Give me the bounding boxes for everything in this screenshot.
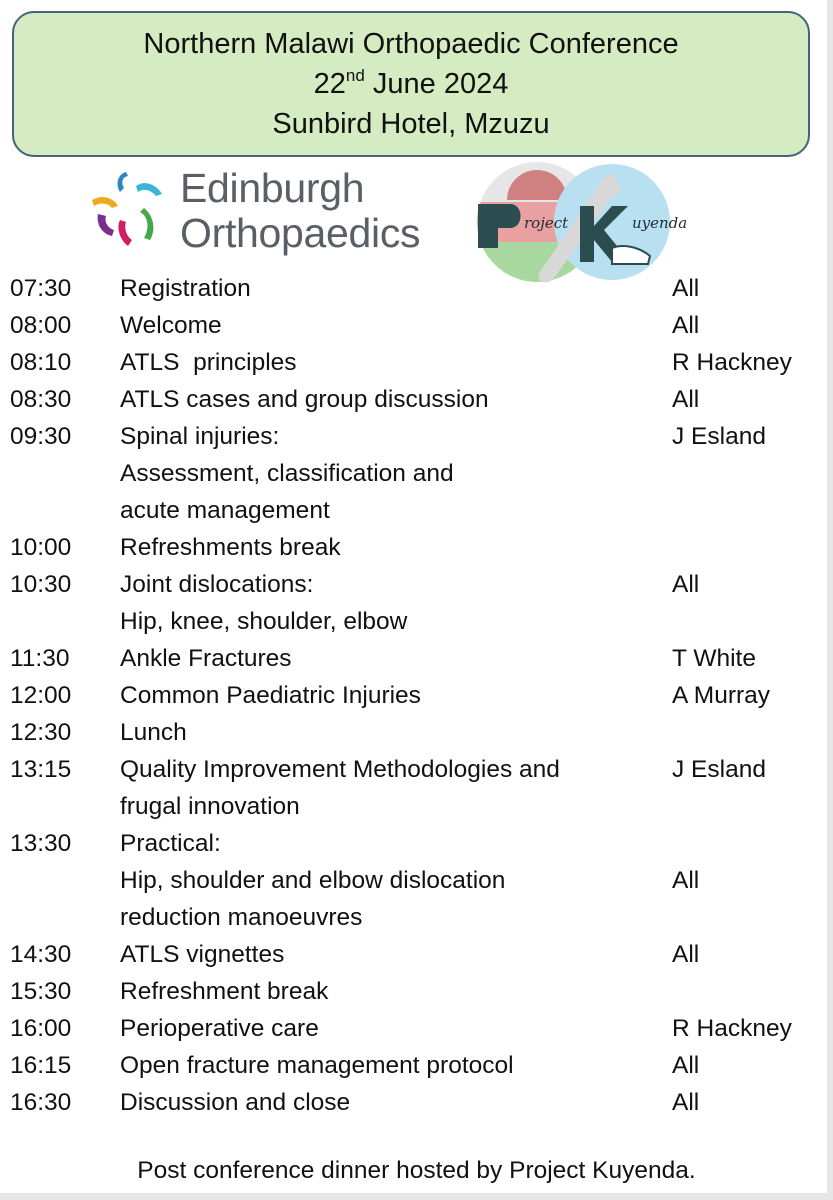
schedule-title: Welcome (120, 312, 222, 339)
conference-title: Northern Malawi Orthopaedic Conference (143, 28, 679, 60)
schedule-title: Practical: (120, 830, 221, 857)
kuyenda-word-kuyenda: uyenda (632, 214, 688, 232)
schedule-row (0, 603, 833, 640)
schedule-row (0, 307, 833, 344)
schedule-row (0, 862, 833, 899)
schedule-row (0, 788, 833, 825)
edinburgh-orthopaedics-logo (88, 166, 438, 260)
schedule-row (0, 492, 833, 529)
schedule-row (0, 1084, 833, 1121)
edinburgh-wordmark (180, 166, 420, 256)
schedule-time: 07:30 (10, 275, 72, 302)
schedule-time: 10:00 (10, 534, 72, 561)
schedule-row (0, 344, 833, 381)
schedule-row (0, 899, 833, 936)
schedule-speaker: R Hackney (672, 1015, 792, 1042)
schedule-row (0, 825, 833, 862)
schedule-row (0, 677, 833, 714)
schedule-title: ATLS cases and group discussion (120, 386, 489, 413)
schedule-title: ATLS vignettes (120, 941, 285, 968)
project-letter-p-bowl (498, 204, 521, 228)
schedule-speaker: All (672, 312, 700, 339)
orthopaedics-word: Orthopaedics (180, 210, 421, 256)
schedule-table (0, 270, 833, 1121)
schedule-time: 10:30 (10, 571, 72, 598)
schedule-row (0, 566, 833, 603)
schedule-time: 12:00 (10, 682, 72, 709)
schedule-time: 13:30 (10, 830, 72, 857)
schedule-row (0, 270, 833, 307)
schedule-row (0, 381, 833, 418)
conference-header (12, 11, 810, 157)
schedule-title: Refreshments break (120, 534, 341, 561)
page-edge-bottom (0, 1193, 833, 1200)
schedule-time: 11:30 (10, 645, 70, 672)
schedule-title: Assessment, classification and (120, 460, 454, 487)
schedule-title: Common Paediatric Injuries (120, 682, 421, 709)
schedule-title: Refreshment break (120, 978, 329, 1005)
schedule-title: Spinal injuries: (120, 423, 280, 450)
pinwheel-blade-magenta (118, 220, 132, 246)
conference-date (314, 64, 509, 104)
schedule-time: 09:30 (10, 423, 72, 450)
schedule-speaker: All (672, 1052, 700, 1079)
schedule-row (0, 418, 833, 455)
schedule-speaker: All (672, 1089, 700, 1116)
schedule-speaker: All (672, 941, 700, 968)
date-suffix: nd (345, 66, 365, 85)
schedule-time: 15:30 (10, 978, 72, 1005)
schedule-title: reduction manoeuvres (120, 904, 363, 931)
schedule-row (0, 714, 833, 751)
schedule-title: Registration (120, 275, 251, 302)
schedule-speaker: J Esland (672, 423, 766, 450)
schedule-time: 08:30 (10, 386, 72, 413)
schedule-title: Ankle Fractures (120, 645, 292, 672)
schedule-title: frugal innovation (120, 793, 300, 820)
schedule-title: Lunch (120, 719, 187, 746)
schedule-row (0, 529, 833, 566)
schedule-time: 14:30 (10, 941, 72, 968)
schedule-time: 16:15 (10, 1052, 72, 1079)
schedule-title: Quality Improvement Methodologies and (120, 756, 560, 783)
project-letter-p-bar (478, 204, 498, 248)
schedule-time: 12:30 (10, 719, 72, 746)
schedule-row (0, 936, 833, 973)
project-kuyenda-logo (462, 160, 692, 285)
pinwheel-blade-purple (98, 214, 114, 236)
date-rest: June 2024 (364, 68, 509, 100)
schedule-time: 16:30 (10, 1089, 72, 1116)
edinburgh-word: Edinburgh (180, 165, 365, 211)
schedule-time: 08:00 (10, 312, 72, 339)
schedule-time: 13:15 (10, 756, 72, 783)
kuyenda-word-project: roject (524, 214, 569, 232)
schedule-title: ATLS principles (120, 349, 297, 376)
schedule-time: 08:10 (10, 349, 72, 376)
pinwheel-blade-green (140, 208, 153, 240)
schedule-title: acute management (120, 497, 330, 524)
schedule-speaker: R Hackney (672, 349, 792, 376)
schedule-speaker: All (672, 867, 700, 894)
conference-venue: Sunbird Hotel, Mzuzu (272, 108, 550, 140)
schedule-row (0, 1047, 833, 1084)
schedule-row (0, 455, 833, 492)
schedule-speaker: All (672, 386, 700, 413)
schedule-row (0, 640, 833, 677)
schedule-speaker: A Murray (672, 682, 771, 709)
schedule-title: Open fracture management protocol (120, 1052, 514, 1079)
schedule-time: 16:00 (10, 1015, 72, 1042)
schedule-speaker: All (672, 275, 700, 302)
footer-note: Post conference dinner hosted by Project Kuyenda. (137, 1157, 696, 1184)
schedule-row (0, 751, 833, 788)
schedule-speaker: J Esland (672, 756, 766, 783)
schedule-title: Perioperative care (120, 1015, 319, 1042)
date-day: 22 (313, 68, 346, 100)
edinburgh-pinwheel-icon (88, 168, 168, 248)
schedule-speaker: T White (672, 645, 756, 672)
pinwheel-blade-blue (118, 172, 128, 192)
schedule-title: Joint dislocations: (120, 571, 314, 598)
schedule-title: Hip, shoulder and elbow dislocation (120, 867, 506, 894)
pinwheel-blade-orange (92, 197, 118, 208)
pinwheel-blade-cyan (136, 183, 162, 196)
schedule-speaker: All (672, 571, 700, 598)
schedule-title: Hip, knee, shoulder, elbow (120, 608, 408, 635)
schedule-title: Discussion and close (120, 1089, 351, 1116)
schedule-row (0, 973, 833, 1010)
schedule-row (0, 1010, 833, 1047)
